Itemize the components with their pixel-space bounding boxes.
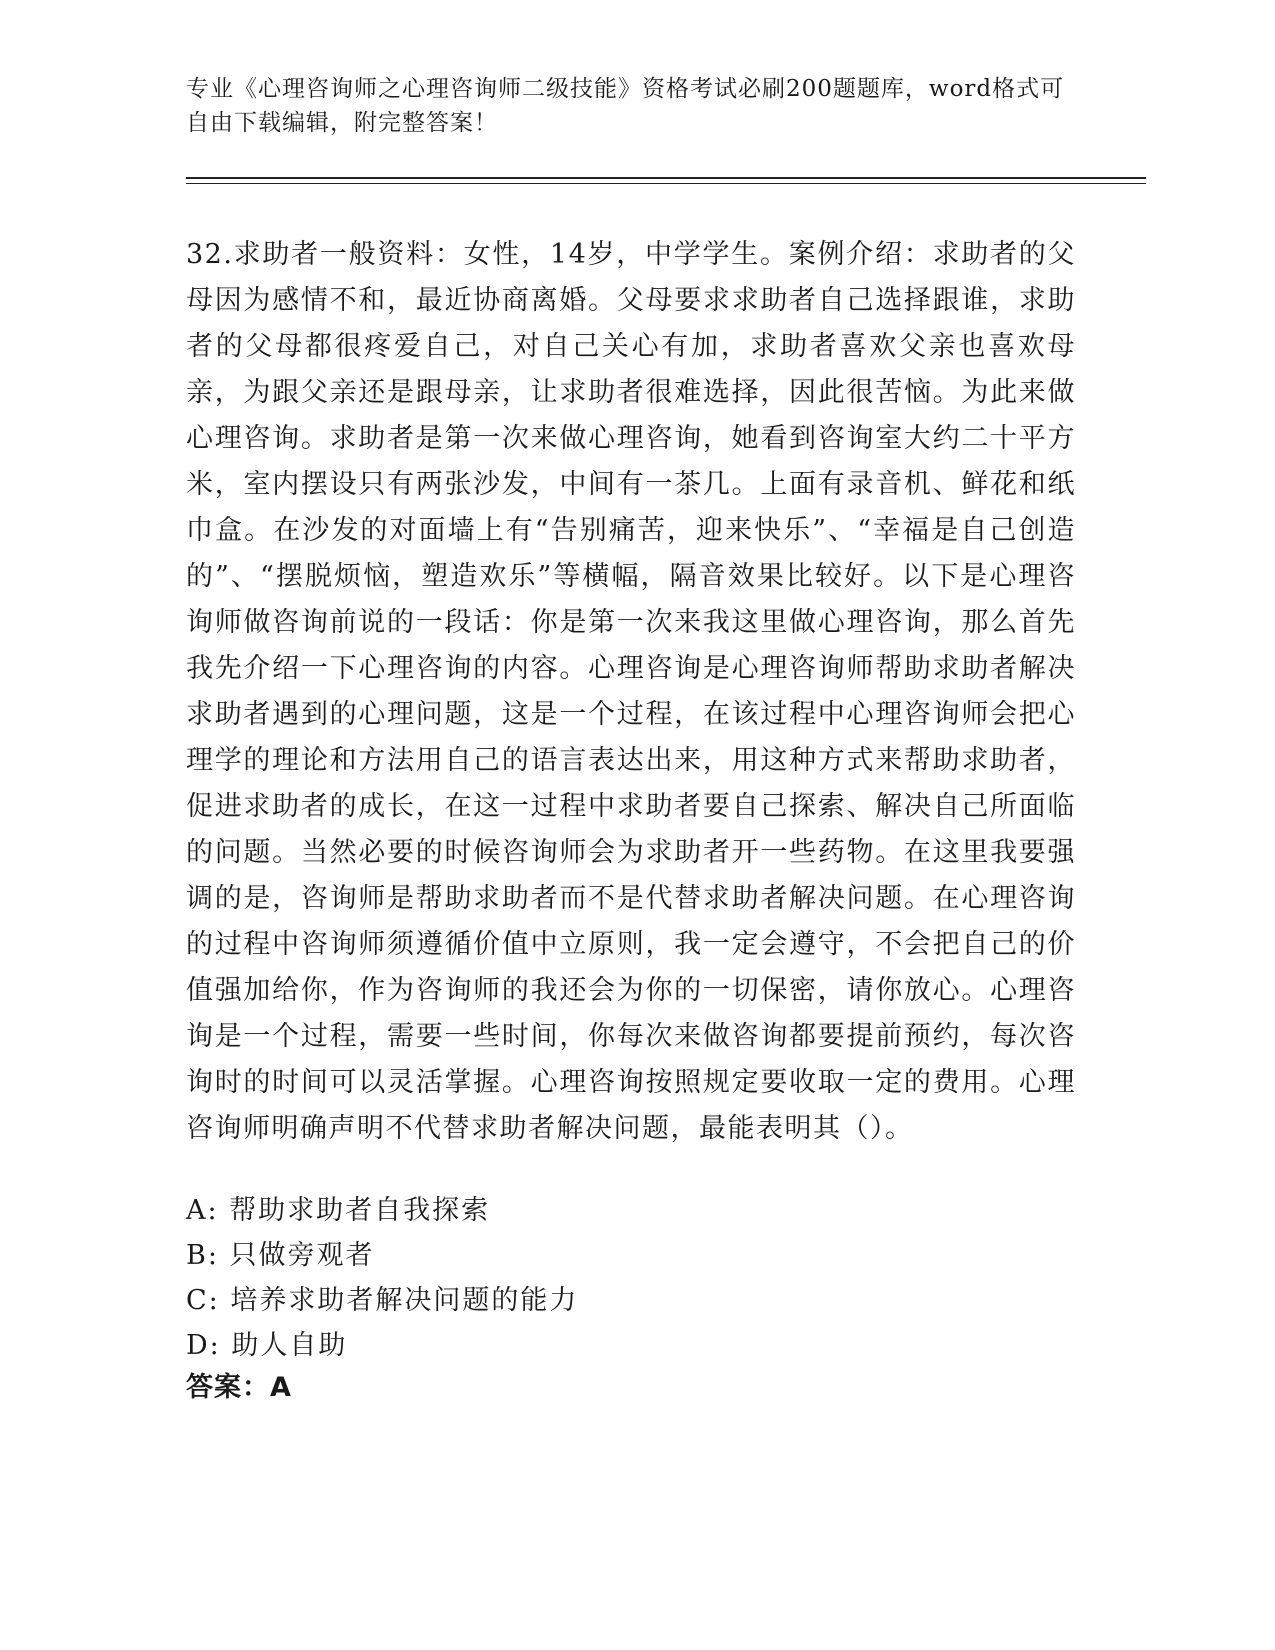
options-list bbox=[186, 1188, 1076, 1368]
question-text: 32.求助者一般资料：女性，14岁，中学学生。案例介绍：求助者的父母因为感情不和，最近协商离婚。父母要求求助者自己选择跟谁，求助者的父母都很疼爱自己，对自己关心有加，求助者喜欢父亲也喜欢母亲，为跟父亲还是跟母亲，让求助者很难选择，因此很苦恼。为此来做心理咨询。求助者是第一次来做心理咨询，她看到咨询室大约二十平方米，室内摆设只有两张沙发，中间有一茶几。上面有录音机、鲜花和纸巾盒。在沙发的对面墙上有“告别痛苦，迎来快乐”、“幸福是自己创造的”、“摆脱烦恼，塑造欢乐”等横幅，隔音效果比较好。以下是心理咨询师做咨询前说的一段话：你是第一次来我这里做心理咨询，那么首先我先介绍一下心理咨询的内容。心理咨询是心理咨询师帮助求助者解决求助者遇到的心理问题，这是一个过程，在该过程中心理咨询师会把心理学的理论和方法用自己的语言表达出来，用这种方式来帮助求助者，促进求助者的成长，在这一过程中求助者要自己探索、解决自己所面临的问题。当然必要的时候咨询师会为求助者开一些药物。在这里我要强调的是，咨询师是帮助求助者而不是代替求助者解决问题。在心理咨询的过程中咨询师须遵循价值中立原则，我一定会遵守，不会把自己的价值强加给你，作为咨询师的我还会为你的一切保密，请你放心。心理咨询是一个过程，需要一些时间，你每次来做咨询都要提前预约，每次咨询时的时间可以灵活掌握。心理咨询按照规定要收取一定的费用。心理咨询师明确声明不代替求助者解决问题，最能表明其（）。 bbox=[186, 239, 1076, 1144]
option-a: A: 帮助求助者自我探索 bbox=[186, 1195, 491, 1226]
option-d: D: 助人自助 bbox=[186, 1330, 348, 1361]
document-header: 专业《心理咨询师之心理咨询师二级技能》资格考试必刷200题题库，word格式可自由下载编辑，附完整答案！ bbox=[186, 76, 1065, 136]
header-rule-thick bbox=[186, 177, 1146, 179]
option-b: B: 只做旁观者 bbox=[186, 1240, 375, 1271]
option-c: C: 培养求助者解决问题的能力 bbox=[186, 1285, 579, 1316]
header-rule-thin bbox=[186, 183, 1146, 184]
answer-line: 答案：A bbox=[186, 1372, 292, 1403]
